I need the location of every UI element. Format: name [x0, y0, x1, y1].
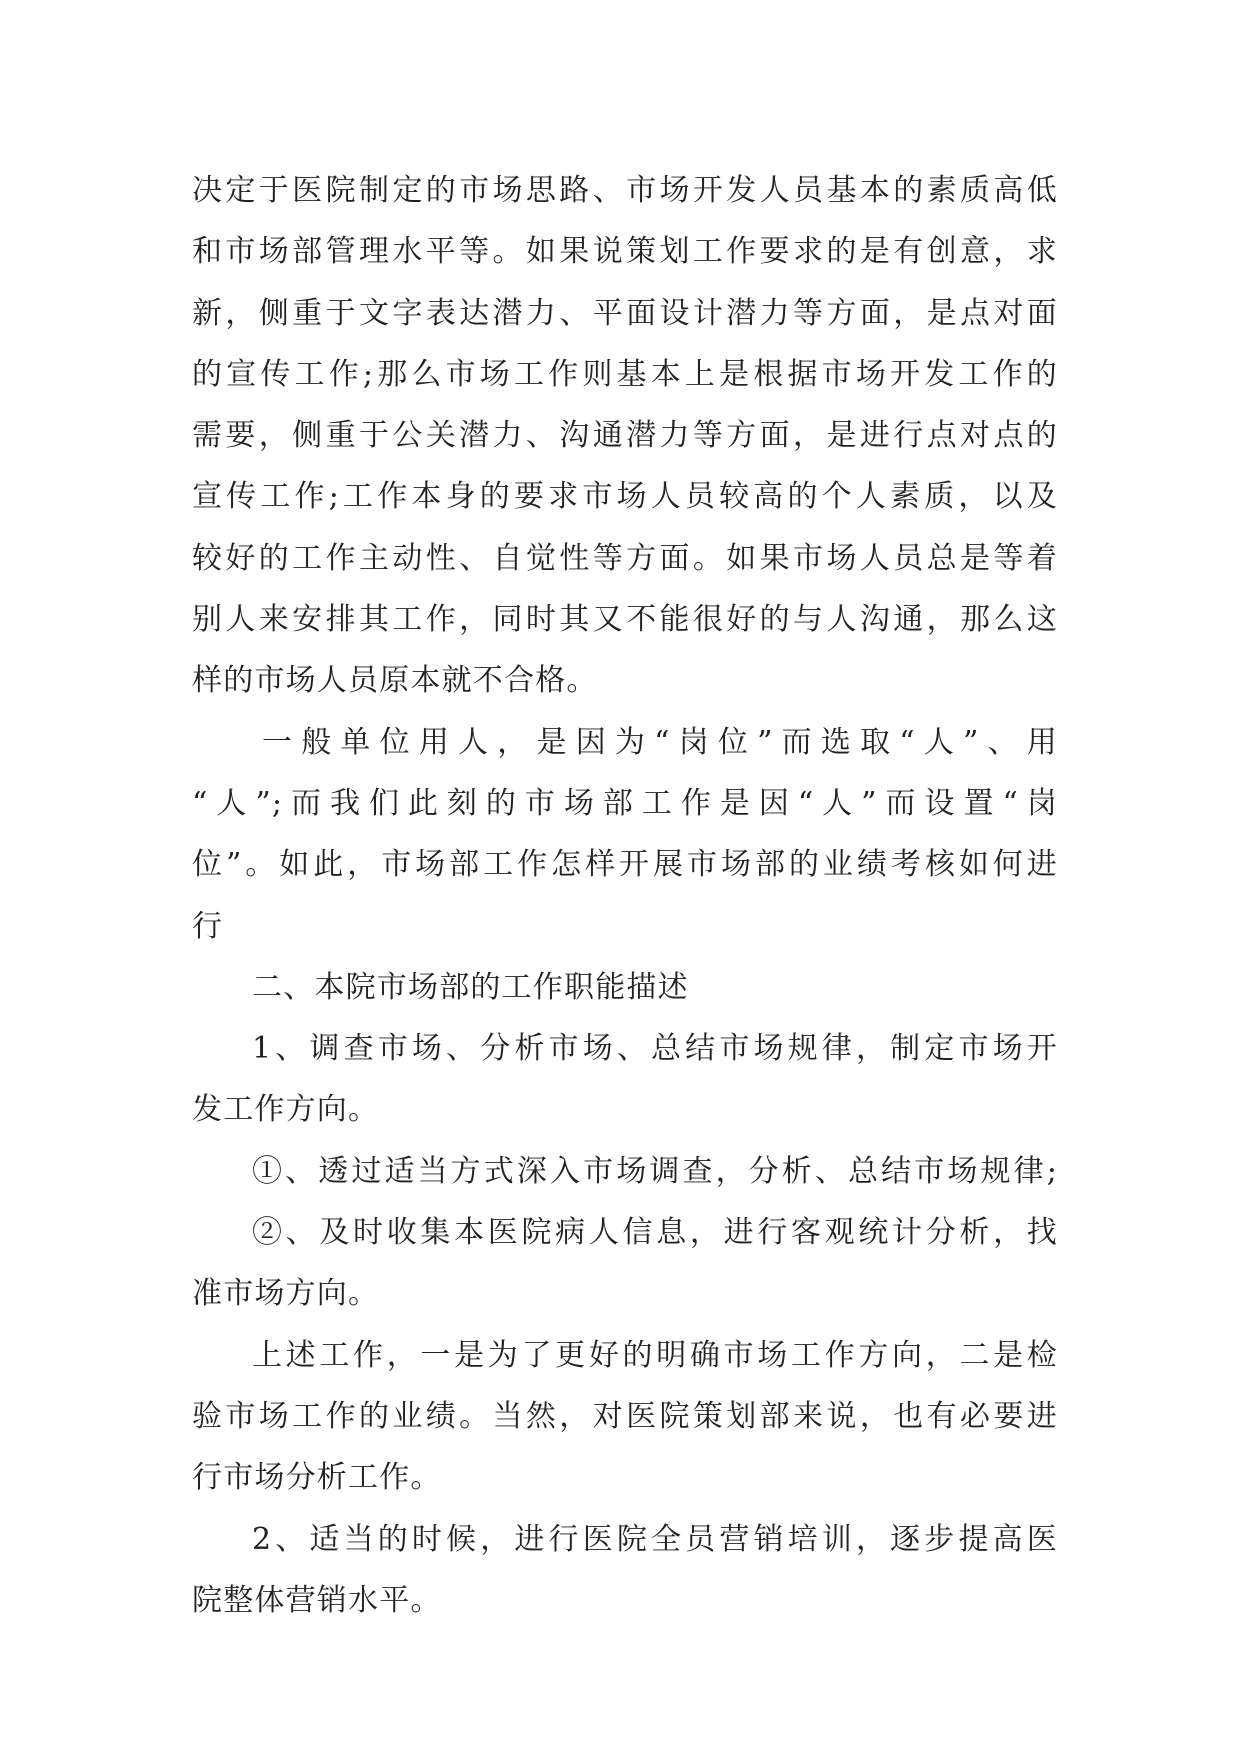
section-heading: 二、本院市场部的工作职能描述 [252, 969, 689, 1005]
list-item: ①、透过适当方式深入市场调查，分析、总结市场规律; [252, 1153, 1058, 1189]
text-line: 准市场方向。 [192, 1276, 380, 1312]
text-line: 验市场工作的业绩。当然，对医院策划部来说，也有必要进 [192, 1398, 1058, 1434]
text-line: 位”。如此，市场部工作怎样开展市场部的业绩考核如何进 [192, 847, 1058, 883]
text-line: 发工作方向。 [192, 1092, 380, 1128]
text-line: 行 [192, 908, 224, 944]
text-line: “人”;而我们此刻的市场部工作是因“人”而设置“岗 [192, 785, 1058, 821]
text-line: 和市场部管理水平等。如果说策划工作要求的是有创意，求 [192, 234, 1058, 270]
text-line: 宣传工作;工作本身的要求市场人员较高的个人素质，以及 [192, 479, 1058, 515]
text-line: 新，侧重于文字表达潜力、平面设计潜力等方面，是点对面 [192, 295, 1058, 331]
list-item: ②、及时收集本医院病人信息，进行客观统计分析，找 [252, 1215, 1058, 1251]
text-line: 样的市场人员原本就不合格。 [192, 663, 598, 699]
text-line: 较好的工作主动性、自觉性等方面。如果市场人员总是等着 [192, 540, 1058, 576]
paragraph-first-line: 上述工作，一是为了更好的明确市场工作方向，二是检 [252, 1337, 1058, 1373]
text-line: 的宣传工作;那么市场工作则基本上是根据市场开发工作的 [192, 356, 1058, 392]
text-line: 需要，侧重于公关潜力、沟通潜力等方面，是进行点对点的 [192, 418, 1058, 454]
text-line: 行市场分析工作。 [192, 1460, 442, 1496]
text-line: 决定于医院制定的市场思路、市场开发人员基本的素质高低 [192, 173, 1058, 208]
paragraph-first-line: 2、适当的时候，进行医院全员营销培训，逐步提高医 [252, 1521, 1058, 1557]
document-body [192, 160, 1058, 1631]
text-line: 院整体营销水平。 [192, 1582, 442, 1618]
paragraph-first-line: 一般单位用人，是因为“岗位”而选取“人”、用 [262, 724, 1058, 760]
paragraph-first-line: 1、调查市场、分析市场、总结市场规律，制定市场开 [252, 1031, 1058, 1067]
text-line: 别人来安排其工作，同时其又不能很好的与人沟通，那么这 [192, 602, 1058, 638]
